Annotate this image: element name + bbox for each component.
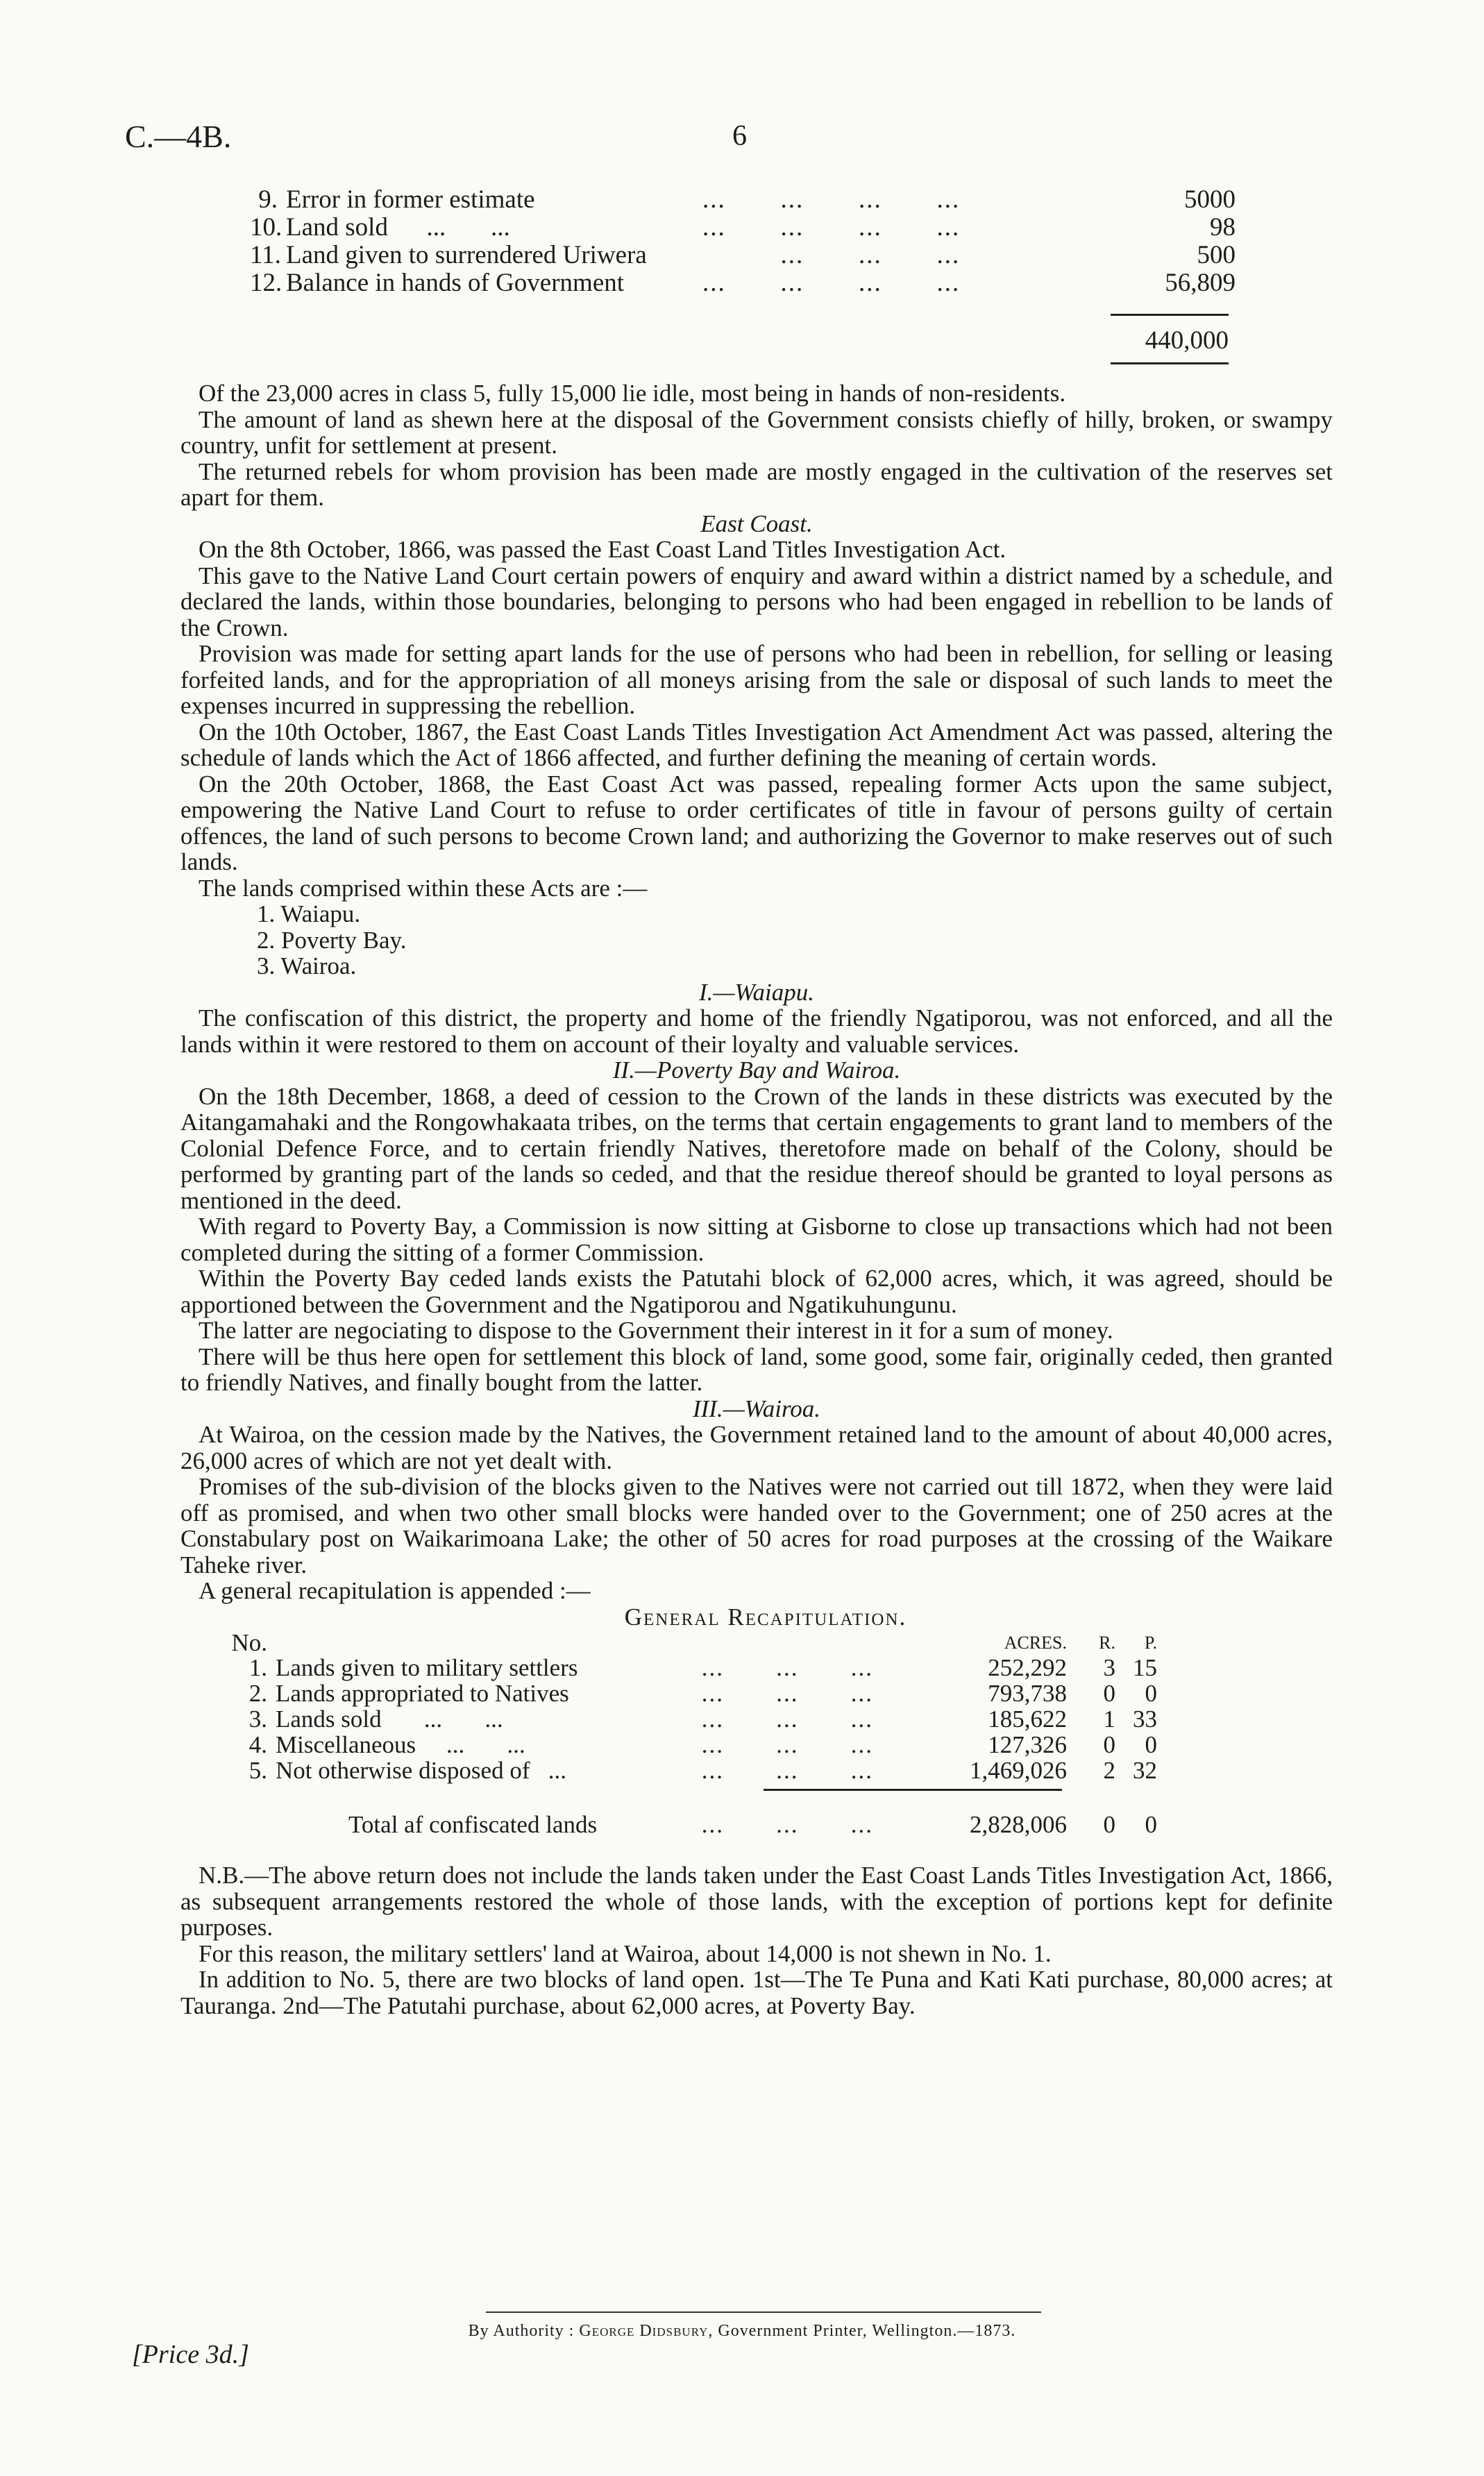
recap-acres: 252,292	[988, 1654, 1067, 1681]
leader-dots: ... ... ... ...	[702, 213, 961, 242]
leader-dots: ... ... ... ...	[702, 269, 961, 297]
recap-col-no: No.	[231, 1629, 267, 1656]
paragraph: The latter are negociating to dispose to the Government their interest in it for a sum of money.	[199, 1317, 1113, 1344]
paragraph: This gave to the Native Land Court certain powers of enquiry and award within a district named by a schedule, and declared the lands, within those boundaries, belonging to persons who had been engaged in rebellion to be lands of the Crown.	[180, 562, 1333, 641]
recap-r: 0	[1103, 1680, 1115, 1707]
paragraph: Within the Poverty Bay ceded lands exists the Patutahi block of 62,000 acres, which, it was agreed, should be apportioned between the Government and the Ngatiporou and Ngatikuhungunu.	[180, 1265, 1333, 1318]
paragraph: A general recapitulation is appended :—	[199, 1577, 591, 1604]
ledger-row-label: Land sold	[286, 213, 388, 242]
recap-row	[229, 1758, 1263, 1783]
recap-no: 2.	[248, 1680, 267, 1707]
paragraph: On the 10th October, 1867, the East Coast Lands Titles Investigation Act Amendment Act was passed, altering the schedule of lands which the Act of 1866 affected, and further defining the meaning of certain words.	[180, 718, 1333, 771]
printer-imprint	[0, 2322, 1484, 2341]
recap-desc-label: Lands sold	[276, 1706, 382, 1733]
recap-col-p: P.	[1144, 1633, 1157, 1653]
recap-r: 3	[1103, 1654, 1115, 1681]
recap-desc: Lands given to military settlers	[276, 1654, 578, 1681]
paragraph: Promises of the sub-division of the blocks given to the Natives were not carried out till 1872, when they were laid off as promised, and when two other small blocks were handed over to the Government; one of 250 acres at the Constabulary post on Waikarimoana Lake; the other of 50 acres for road purposes at the crossing of the Waikare Taheke river.	[180, 1473, 1333, 1578]
recap-row	[229, 1732, 1263, 1758]
ledger-row-value: 98	[1210, 213, 1236, 242]
recap-col-acres: ACRES.	[1004, 1633, 1067, 1653]
recap-total-row	[229, 1812, 1263, 1837]
leader-dots: ... ... ...	[664, 1706, 873, 1733]
ledger-row-text: Balance in hands of Government	[286, 269, 625, 297]
recap-acres: 793,738	[988, 1680, 1067, 1707]
ledger-row-num: 10.	[250, 213, 283, 242]
ledger-total: 440,000	[1111, 314, 1229, 364]
recap-desc: Lands appropriated to Natives	[276, 1680, 569, 1707]
recap-desc-label: Miscellaneous	[276, 1731, 416, 1758]
recap-acres: 1,469,026	[970, 1757, 1067, 1784]
recap-row	[229, 1706, 1263, 1732]
section-heading-east-coast: East Coast.	[700, 509, 813, 537]
paragraph: The returned rebels for whom provision has been made are mostly engaged in the cultivation of the reserves set apart for them.	[180, 457, 1333, 511]
ledger-row-num: 9.	[258, 185, 278, 214]
ledger-row	[250, 242, 1236, 269]
paragraph: Of the 23,000 acres in class 5, fully 15,000 lie idle, most being in hands of non-residents.	[199, 380, 1066, 407]
leader-dots: ... ... ... ...	[702, 185, 961, 214]
paragraph: On the 18th December, 1868, a deed of cession to the Crown of the lands in these districts was executed by the Aitangamahaki and the Rongowhakaata tribes, on the terms that certain engagements to grant land to members of the Colonial Defence Force, and to certain friendly Natives, theretofore made on behalf of the Colony, should be performed by granting part of the lands so ceded, and that the residue thereof should be granted to loyal persons as mentioned in the deed.	[180, 1082, 1333, 1214]
recap-title: General Recapitulation.	[624, 1603, 907, 1631]
recap-col-r: R.	[1099, 1633, 1115, 1653]
recap-r: 1	[1103, 1706, 1115, 1733]
recap-p: 0	[1145, 1731, 1157, 1758]
recap-no: 3.	[248, 1706, 267, 1733]
recap-total-label-text: Total af confiscated lands	[348, 1811, 598, 1838]
paragraph: On the 20th October, 1868, the East Coast Act was passed, repealing former Acts upon the same subject, empowering the Native Land Court to refuse to order certificates of title in favour of persons guilty of certain offences, the land of such persons to become Crown land; and authorizing the Governor to make reserves out of such lands.	[180, 770, 1333, 875]
recap-p: 32	[1133, 1757, 1157, 1784]
ledger-row	[250, 214, 1236, 242]
recap-no: 5.	[248, 1757, 267, 1784]
ledger-row-num: 12.	[250, 269, 283, 297]
ledger-row-text: Land given to surrendered Uriwera	[286, 241, 647, 269]
ledger-row-text: Land sold ... ...	[286, 213, 510, 242]
ledger-row-value: 56,809	[1165, 269, 1236, 297]
ledger-row	[250, 186, 1236, 214]
recap-desc: Lands sold ... ...	[276, 1706, 503, 1733]
recap-total-label	[267, 1812, 664, 1837]
paragraph: Provision was made for setting apart lands for the use of persons who had been in rebellion, for selling or leasing forfeited lands, and for the appropriation of all moneys arising from the sale or disposal of such lands to meet the expenses incurred in suppressing the rebellion.	[180, 640, 1333, 719]
ledger-row-value: 500	[1197, 241, 1236, 269]
paragraph: The confiscation of this district, the property and home of the friendly Ngatiporou, was not enforced, and all the lands within it were restored to them on account of their loyalty and valuable services.	[180, 1004, 1333, 1058]
recap-table	[229, 1630, 1263, 1837]
section-heading-waiapu: I.—Waiapu.	[699, 978, 814, 1006]
note-paragraph: In addition to No. 5, there are two blocks of land open. 1st—The Te Puna and Kati Kati purchase, 80,000 acres; at Tauranga. 2nd—The Patutahi purchase, about 62,000 acres, at Poverty Bay.	[180, 1966, 1333, 2019]
recap-desc: Not otherwise disposed of ...	[276, 1757, 566, 1784]
recap-no: 1.	[248, 1654, 267, 1681]
recap-rule	[764, 1789, 1062, 1791]
imprint-printer: George Didsbury	[579, 2322, 709, 2340]
recap-p: 15	[1133, 1654, 1157, 1681]
recap-p: 0	[1145, 1680, 1157, 1707]
recap-p: 33	[1133, 1706, 1157, 1733]
list-item: 1. Waiapu.	[257, 900, 361, 927]
paragraph: The amount of land as shewn here at the disposal of the Government consists chiefly of hilly, broken, or swampy country, unfit for settlement at present.	[180, 405, 1333, 459]
recap-acres: 127,326	[988, 1731, 1067, 1758]
recap-desc: Miscellaneous ... ...	[276, 1731, 525, 1758]
imprint-rest: , Government Printer, Wellington.—1873.	[708, 2322, 1016, 2340]
paragraph: At Wairoa, on the cession made by the Natives, the Government retained land to the amount of about 40,000 acres, 26,000 acres of which are not yet dealt with.	[180, 1421, 1333, 1474]
page-number: 6	[732, 120, 747, 152]
note-paragraph: For this reason, the military settlers' land at Wairoa, about 14,000 is not shewn in No. 1.	[199, 1939, 1052, 1967]
recap-acres: 185,622	[988, 1706, 1067, 1733]
recap-row	[229, 1681, 1263, 1706]
recap-total-p: 0	[1145, 1811, 1157, 1838]
leader-dots: ... ... ...	[664, 1757, 873, 1784]
imprint-authority: By Authority :	[468, 2322, 575, 2340]
section-heading-wairoa: III.—Wairoa.	[692, 1395, 821, 1422]
paragraph: The lands comprised within these Acts are :—	[199, 874, 648, 902]
recap-total-r: 0	[1103, 1811, 1115, 1838]
ledger-row-text: Error in former estimate	[286, 185, 535, 214]
price-label: [Price 3d.]	[132, 2340, 249, 2369]
list-item: 3. Wairoa.	[257, 952, 357, 979]
leader-dots: ... ... ...	[664, 1811, 873, 1838]
ledger-row-num: 11.	[250, 241, 281, 269]
recap-no: 4.	[248, 1731, 267, 1758]
document-code: C.—4B.	[125, 119, 232, 154]
recap-r: 2	[1103, 1757, 1115, 1784]
list-item: 2. Poverty Bay.	[257, 926, 407, 954]
recap-desc-label: Not otherwise disposed of	[276, 1757, 530, 1784]
footer-rule	[486, 2311, 1041, 2313]
leader-dots: ... ... ...	[664, 1680, 873, 1707]
note-paragraph: N.B.—The above return does not include the lands taken under the East Coast Lands Titles Investigation Act, 1866, as subsequent arrangements restored the whole of those lands, with the exception of portions kept for definite purposes.	[180, 1862, 1333, 1941]
paragraph: There will be thus here open for settlement this block of land, some good, some fair, originally ceded, then granted to friendly Natives, and finally bought from the latter.	[180, 1342, 1333, 1396]
recap-header-row	[229, 1630, 1263, 1655]
leader-dots: ... ... ...	[702, 241, 961, 269]
paragraph: On the 8th October, 1866, was passed the East Coast Land Titles Investigation Act.	[199, 536, 1006, 563]
recap-total-acres: 2,828,006	[970, 1811, 1067, 1838]
recap-row	[229, 1655, 1263, 1681]
recap-r: 0	[1103, 1731, 1115, 1758]
ledger-row-value: 5000	[1184, 185, 1236, 214]
leader-dots: ... ... ...	[664, 1654, 873, 1681]
document-body	[180, 380, 1333, 2019]
leader-dots: ... ... ...	[664, 1731, 873, 1758]
ledger-row	[250, 269, 1236, 297]
section-heading-poverty-bay: II.—Poverty Bay and Wairoa.	[612, 1056, 901, 1084]
ledger-table	[250, 186, 1236, 297]
paragraph: With regard to Poverty Bay, a Commission is now sitting at Gisborne to close up transactions which had not been completed during the sitting of a former Commission.	[180, 1213, 1333, 1266]
